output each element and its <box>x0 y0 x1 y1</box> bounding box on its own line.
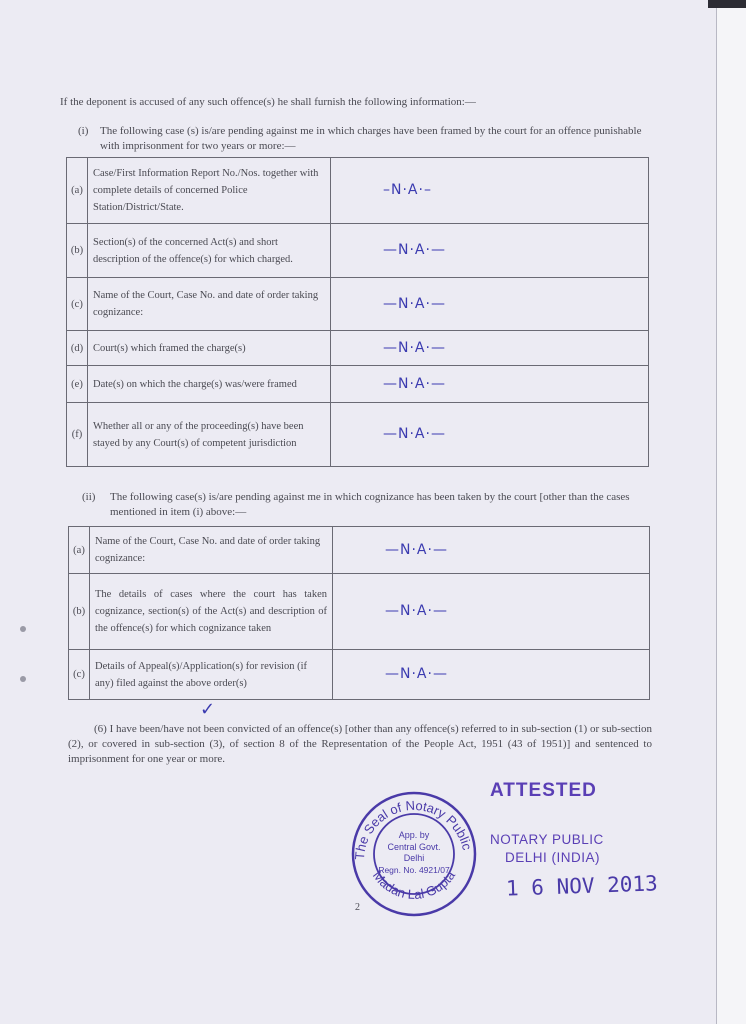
row-label: (a) <box>67 158 88 224</box>
seal-bottom-text: Madan Lal Gupta <box>369 867 459 902</box>
punch-hole <box>20 676 26 682</box>
row-label: (a) <box>69 527 90 574</box>
table-row <box>69 527 650 574</box>
table-row <box>67 278 649 331</box>
notary-seal <box>350 790 478 918</box>
row-text: Section(s) of the concerned Act(s) and short description of the offence(s) for which charged. <box>88 224 331 278</box>
row-answer: —N·A·— <box>333 527 650 574</box>
page-edge <box>716 0 746 1024</box>
seal-line-4: Regn. No. 4921/07 <box>378 865 450 875</box>
table-row <box>67 224 649 278</box>
row-label: (e) <box>67 366 88 403</box>
section-i-text: The following case (s) is/are pending against me in which charges have been framed by the court for an offence punishable with imprisonment for two years or more:— <box>100 125 642 152</box>
table-row <box>67 403 649 467</box>
row-answer: —N·A·— <box>331 366 649 403</box>
row-label: (b) <box>69 574 90 650</box>
punch-hole <box>20 626 26 632</box>
section-ii-text: The following case(s) is/are pending against me in which cognizance has been taken by the court [other than the cases mentioned in item (i) above:— <box>110 491 630 518</box>
intro-text: If the deponent is accused of any such offence(s) he shall furnish the following information:— <box>60 96 476 108</box>
row-answer: —N·A·— <box>333 574 650 650</box>
table-row <box>69 574 650 650</box>
table-row <box>67 331 649 366</box>
seal-line-1: App. by <box>398 830 430 840</box>
row-label: (f) <box>67 403 88 467</box>
row-label: (b) <box>67 224 88 278</box>
section-ii-number: (ii) <box>82 491 96 503</box>
attested-stamp: ATTESTED <box>490 780 597 801</box>
row-text: Whether all or any of the proceeding(s) have been stayed by any Court(s) of competent jurisdiction <box>88 403 331 467</box>
row-text: Date(s) on which the charge(s) was/were framed <box>88 366 331 403</box>
row-text: Details of Appeal(s)/Application(s) for revision (if any) filed against the above order(s) <box>90 650 333 700</box>
row-text: Name of the Court, Case No. and date of order taking cognizance: <box>88 278 331 331</box>
row-label: (c) <box>67 278 88 331</box>
row-answer: —N·A·— <box>331 224 649 278</box>
row-answer: —N·A·— <box>331 403 649 467</box>
row-answer: –N·A·– <box>331 158 649 224</box>
section-ii-table <box>68 526 650 700</box>
row-answer: —N·A·— <box>331 331 649 366</box>
row-text: Name of the Court, Case No. and date of order taking cognizance: <box>90 527 333 574</box>
row-label: (c) <box>69 650 90 700</box>
section-i-number: (i) <box>78 125 89 137</box>
table-row <box>67 158 649 224</box>
table-row <box>67 366 649 403</box>
seal-line-2: Central Govt. <box>387 842 441 852</box>
row-answer: —N·A·— <box>333 650 650 700</box>
background-corner <box>708 0 746 8</box>
section-i-table <box>66 157 649 467</box>
notary-public-label: NOTARY PUBLIC <box>490 832 604 847</box>
stamp-date: 1 6 NOV 2013 <box>505 871 659 901</box>
row-text: The details of cases where the court has taken cognizance, section(s) of the Act(s) and description of the offence(s) for which cognizance taken <box>90 574 333 650</box>
paragraph-6: (6) I have been/have not been convicted of an offence(s) [other than any offence(s) referred to in sub-section (1) or sub-section (2), or covered in sub-section (3), of section 8 of the Representation of the People Act, 1951 (43 of 1951)] and sentenced to imprisonment for one year or more. <box>68 723 652 765</box>
row-text: Case/First Information Report No./Nos. together with complete details of concerned Police Station/District/State. <box>88 158 331 224</box>
check-mark: ✓ <box>200 699 216 720</box>
page-number: 2 <box>355 902 360 913</box>
seal-ring-text: The Seal of Notary Public <box>351 797 475 861</box>
seal-line-3: Delhi <box>403 853 425 863</box>
notary-location-label: DELHI (INDIA) <box>505 850 601 865</box>
table-row <box>69 650 650 700</box>
row-answer: —N·A·— <box>331 278 649 331</box>
row-label: (d) <box>67 331 88 366</box>
row-text: Court(s) which framed the charge(s) <box>88 331 331 366</box>
